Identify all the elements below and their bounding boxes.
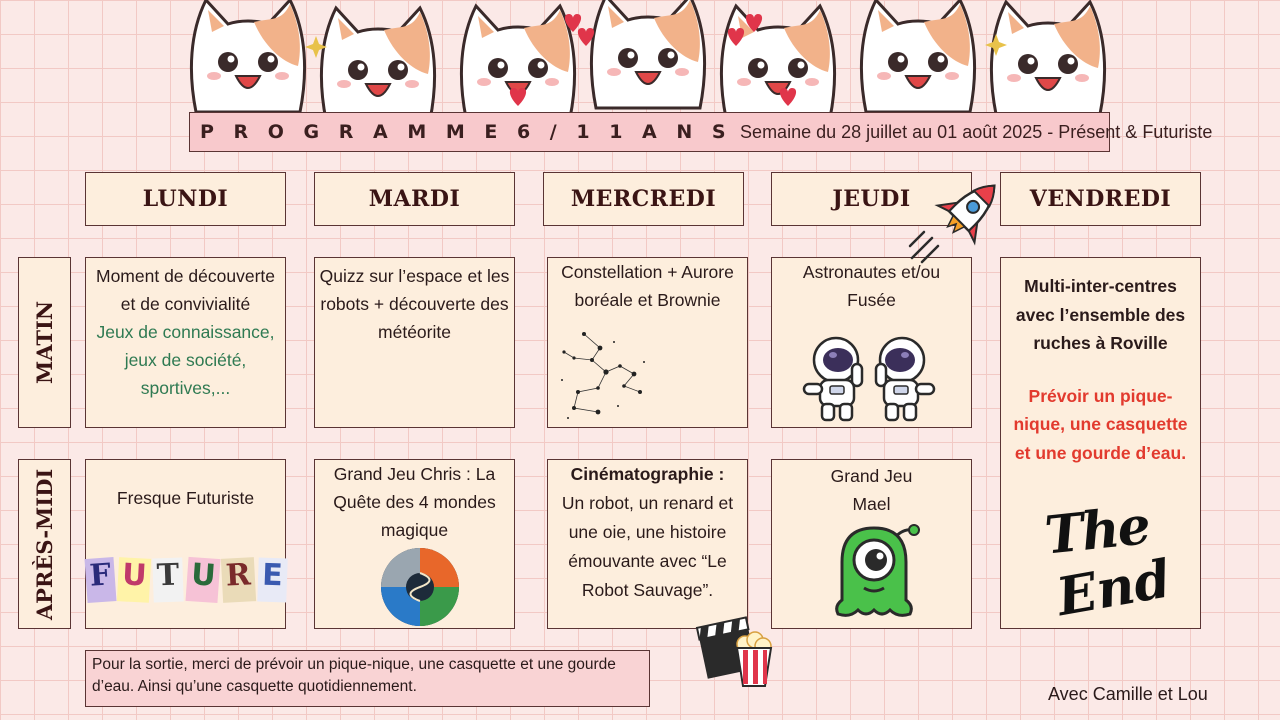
mardi-apres-midi-text: Grand Jeu Chris : La Quête des 4 mondes magique — [333, 464, 496, 540]
cell-lundi-matin — [85, 257, 286, 428]
future-collage-art: F U T U R E — [96, 558, 276, 602]
svg-text:End: End — [1052, 548, 1176, 629]
cell-jeudi-matin — [771, 257, 972, 428]
slot-label-matin: MATIN — [18, 257, 71, 428]
mardi-matin-text: Quizz sur l’espace et les robots + découverte des météorite — [319, 266, 510, 342]
slot-label-apres-midi: APRÈS-MIDI — [18, 459, 71, 629]
page-title: P R O G R A M M E 6 / 1 1 A N S — [200, 121, 733, 143]
mercredi-matin-text: Constellation + Aurore boréale et Brownie — [561, 262, 734, 310]
lundi-matin-games: Jeux de connaissance, jeux de société, sportives,... — [96, 322, 275, 398]
svg-text:The: The — [1042, 495, 1152, 567]
jeudi-apres-midi-text: Grand Jeu Mael — [830, 466, 913, 514]
alien-icon — [828, 522, 922, 622]
cats-banner-icon — [188, 0, 1112, 118]
jeudi-matin-text: Astronautes et/ou Fusée — [802, 262, 941, 310]
cell-jeudi-apres-midi — [771, 459, 972, 629]
footer-note: Pour la sortie, merci de prévoir un pique-nique, une casquette et une gourde d’eau. Ainsi qu’une casquette quotidiennement. — [85, 650, 650, 707]
day-header-mercredi: MERCREDI — [543, 172, 744, 226]
lundi-matin-text: Moment de découverte et de convivialité — [96, 266, 275, 314]
day-header-mardi: MARDI — [314, 172, 515, 226]
rocket-icon — [906, 174, 1004, 264]
cell-vendredi-journee — [1000, 257, 1201, 629]
vendredi-warning-text: Prévoir un pique-nique, une casquette et une gourde d’eau. — [1013, 385, 1188, 463]
lundi-apres-midi-text: Fresque Futuriste — [116, 488, 255, 508]
mercredi-apres-midi-title: Cinématographie : — [570, 464, 725, 484]
four-elements-icon — [379, 546, 461, 628]
vendredi-sortie-text: Multi-inter-centres avec l’ensemble des ruches à Roville — [1015, 276, 1186, 353]
the-end-art — [1041, 490, 1176, 629]
day-header-jeudi: JEUDI — [771, 172, 972, 226]
credits-text: Avec Camille et Lou — [1048, 684, 1208, 704]
page-subtitle: Semaine du 28 juillet au 01 août 2025 - Présent & Futuriste — [740, 121, 1213, 142]
cell-mardi-matin — [314, 257, 515, 428]
constellation-icon — [554, 322, 654, 422]
astronaut-icon — [800, 334, 938, 424]
popcorn-icon — [737, 632, 771, 686]
clapperboard-icon — [697, 604, 777, 688]
cell-mardi-apres-midi — [314, 459, 515, 629]
mercredi-apres-midi-text: Un robot, un renard et une oie, une histoire émouvante avec “Le Robot Sauvage”. — [561, 493, 734, 600]
title-bar — [189, 112, 1213, 152]
cell-mercredi-matin — [547, 257, 748, 428]
day-header-vendredi: VENDREDI — [1000, 172, 1201, 226]
cell-lundi-apres-midi — [85, 459, 286, 629]
day-header-lundi: LUNDI — [85, 172, 286, 226]
